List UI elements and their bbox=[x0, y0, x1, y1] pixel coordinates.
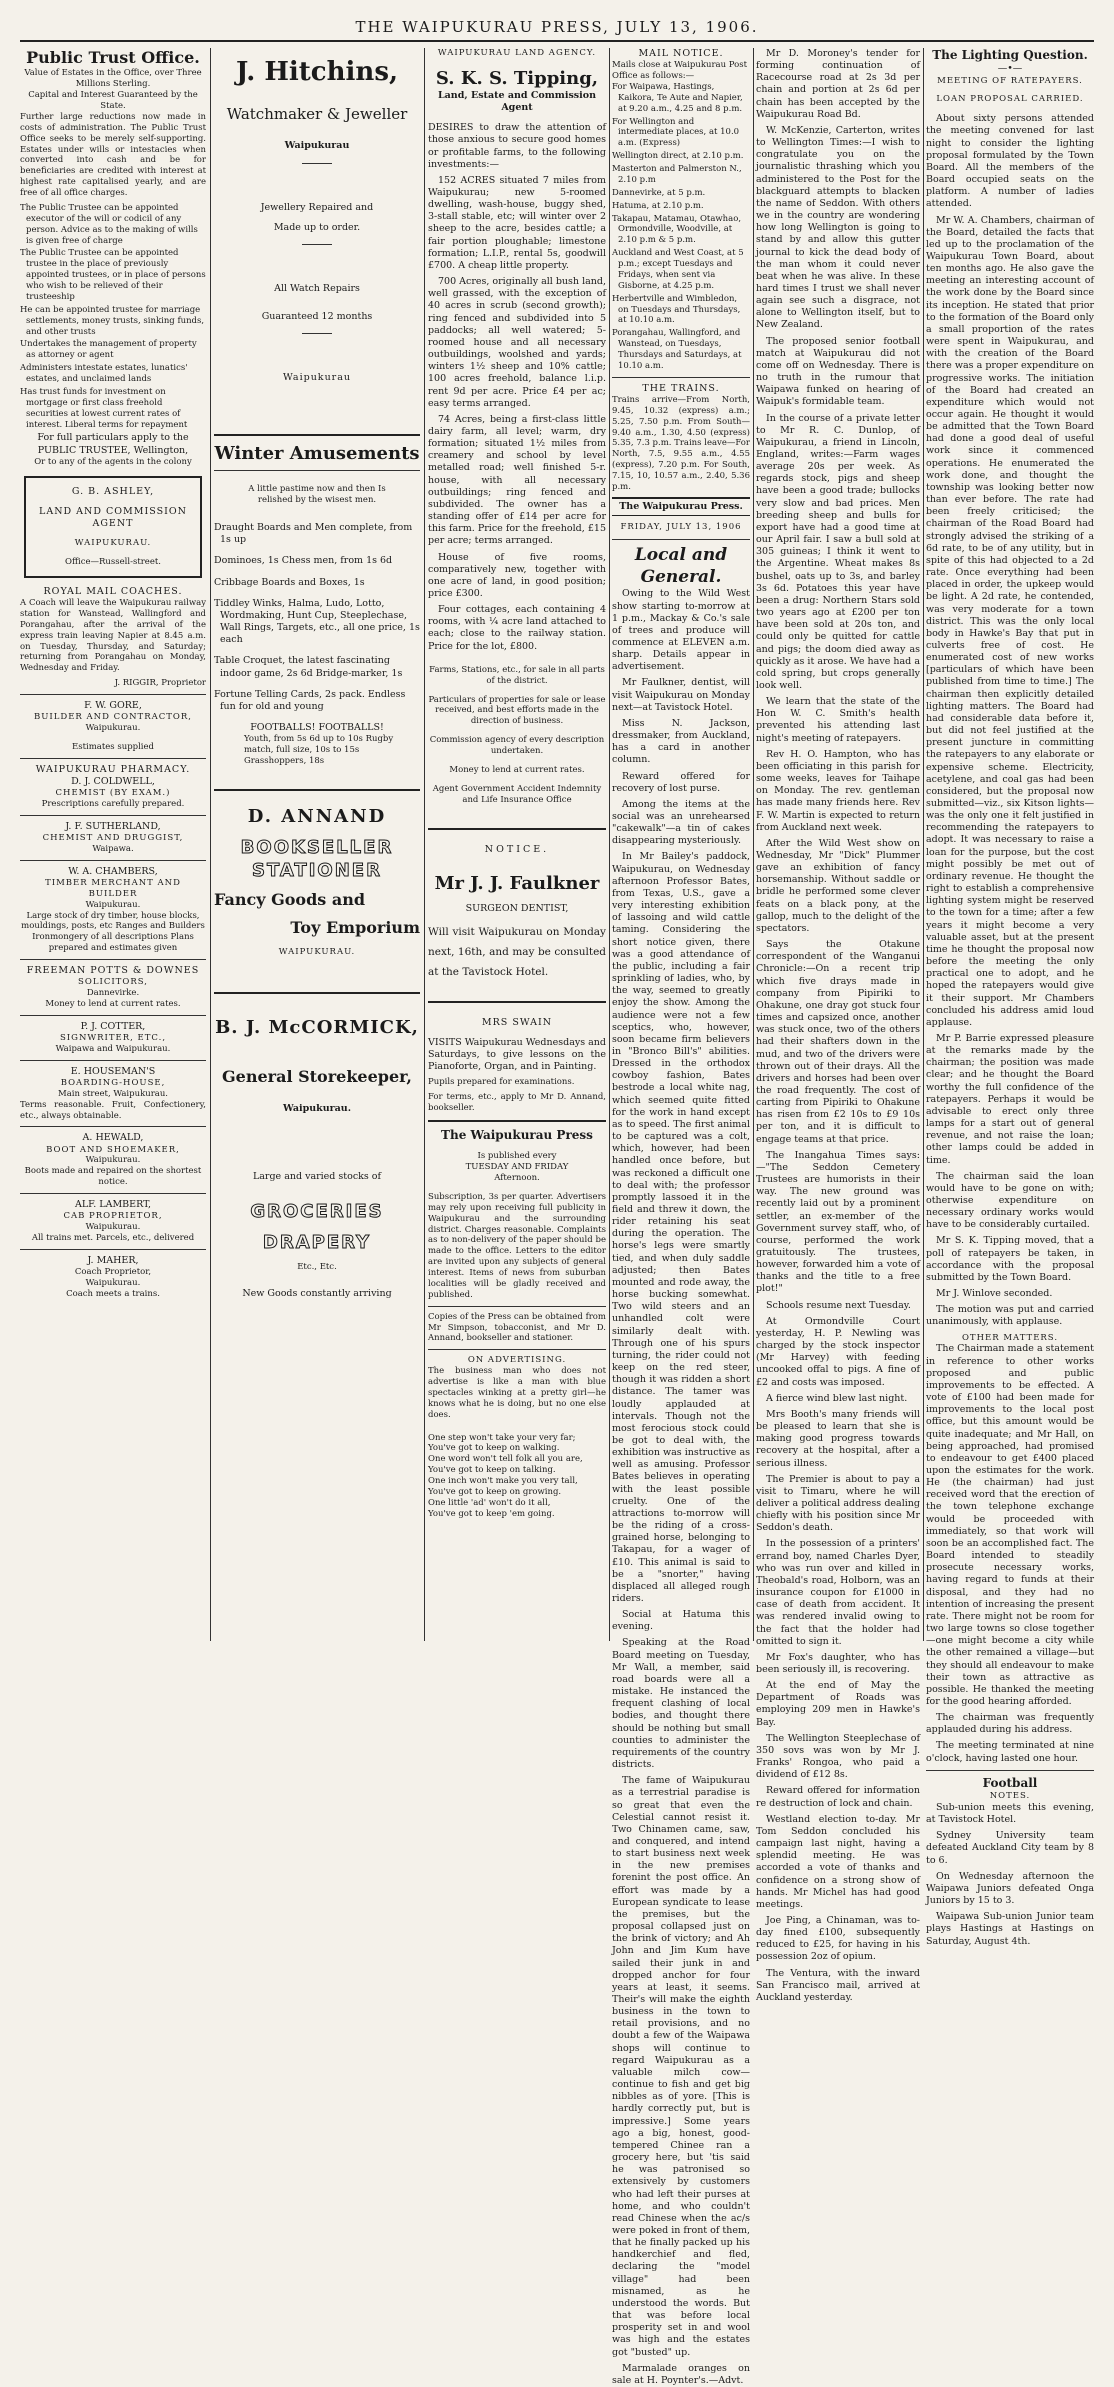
news-para: After the Wild West show on Wednesday, Mr "Dick" Plummer gave an exhibition of fancy horsemanship. Without saddle or bridle he performed some clever feats on a black pony, at the gallop, much to the delight of the spectators. bbox=[756, 837, 920, 934]
houseman-name: E. HOUSEMAN'S bbox=[70, 1065, 156, 1077]
lambert-role: CAB PROPRIETOR, bbox=[63, 1211, 163, 1222]
press-line: Afternoon. bbox=[494, 1173, 540, 1184]
winter-list bbox=[214, 522, 420, 713]
hitchins-line: Guaranteed 12 months bbox=[261, 311, 373, 323]
football-items: Youth, from 5s 6d up to 10s Rugby match, full size, 10s to 15s Grasshoppers, 18s bbox=[244, 734, 394, 766]
news-para: Rev H. O. Hampton, who has been officiating in this parish for some weeks, leaves for Taihape on Monday. The rev. gentleman has made many friends here. Rev F. W. Martin is expected to return from Auckland next week. bbox=[756, 748, 920, 833]
mccormick-role: General Storekeeper, bbox=[222, 1066, 412, 1086]
column-lighting bbox=[926, 48, 1094, 1947]
news-para: W. McKenzie, Carterton, writes to Wellington Times:—I wish to congratulate you on the journalistic thrashing which you administered to the Post for the blackguard attempts to blacken the name of Seddon. With others we in the country are wondering how long Wellington is going to stand by and allow this gutter journal to kick the dead body of the man whom it could never beat when he was alive. In these hard times I trust we shall never again see such a disgrace, not alone to Wellington itself, but to New Zealand. bbox=[756, 124, 920, 331]
property-para: 700 Acres, originally all bush land, well grassed, with the exception of 40 acres in scrub (second growth); ring fenced and subdivided into 5 paddocks; all well watered; 5-roomed house and all necessary outbuildings, woolshed and yards; winters 1½ sheep and 10% cattle; 100 acres freehold, balance l.i.p. rent 9d per acre. Price £4 per ac; easy terms arranged. bbox=[428, 276, 606, 409]
column-land-agency bbox=[428, 48, 606, 1641]
mail-list bbox=[612, 82, 750, 372]
press-title: The Waipukurau Press bbox=[441, 1127, 593, 1142]
sutherland-place: Waipawa. bbox=[92, 843, 134, 854]
news-para: The chairman was frequently applauded during his address. bbox=[926, 1712, 1094, 1736]
gore-name: F. W. GORE, bbox=[84, 700, 142, 712]
lighting-sub: MEETING OF RATEPAYERS. bbox=[937, 75, 1083, 86]
faulkner-role: SURGEON DENTIST, bbox=[465, 902, 569, 914]
poem-line: One inch won't make you very tall, bbox=[428, 1476, 578, 1487]
list-item: Dominoes, 1s Chess men, from 1s 6d bbox=[214, 555, 393, 567]
news-para: Speaking at the Road Board meeting on Tuesday, Mr Wall, a member, said road boards were all a mistake. He instanced the frequent clashing of local bodies, and thought there should be nothing but small counties to administer the requirements of the country districts. bbox=[612, 1637, 750, 1771]
news-para: At Ormondville Court yesterday, H. P. Newling was charged by the stock inspector (Mr Harvey) with feeding uncooked offal to pigs. A fine of £2 and costs was imposed. bbox=[756, 1315, 920, 1388]
hitchins-line: Jewellery Repaired and bbox=[260, 201, 374, 213]
lambert-place: Waipukurau. bbox=[85, 1222, 141, 1233]
chambers-place: Waipukurau. bbox=[85, 899, 141, 910]
news-para: The chairman said the loan would have to be gone on with; otherwise expenditure on necessary ordinary works would have to be considerably curtailed. bbox=[926, 1170, 1094, 1231]
public-trust-apply: For full particulars apply to the PUBLIC TRUSTEE, Wellington, bbox=[37, 432, 189, 456]
public-trust-list bbox=[20, 203, 206, 431]
list-item: He can be appointed trustee for marriage settlements, money trusts, sinking funds, and other trusts bbox=[20, 304, 205, 337]
lambert-name: ALF. LAMBERT, bbox=[74, 1199, 152, 1211]
swain-body: For terms, etc., apply to Mr D. Annand, bookseller. bbox=[428, 1092, 606, 1114]
mccormick-groceries: GROCERIES bbox=[250, 1200, 384, 1222]
mccormick-drapery: DRAPERY bbox=[262, 1231, 372, 1253]
paper-date: FRIDAY, JULY 13, 1906 bbox=[620, 521, 742, 532]
news-para: Mr P. Barrie expressed pleasure at the remarks made by the chairman; the position was made clear; and he thought the Board worthy the full confidence of the ratepayers. Perhaps it would be advisable to erect only three lamps for a start out of general revenue, and not raise the loan; other lamps could be added in time. bbox=[926, 1032, 1094, 1166]
list-item: Takapau, Matamau, Otawhao, Ormondville, Woodville, at 2.10 p.m & 5 p.m. bbox=[612, 213, 742, 246]
gore-note: Estimates supplied bbox=[72, 741, 154, 752]
list-item: Table Croquet, the latest fascinating indoor game, 2s 6d Bridge-marker, 1s bbox=[214, 655, 403, 679]
lighting-title: The Lighting Question. bbox=[932, 48, 1088, 62]
lighting-sub: LOAN PROPOSAL CARRIED. bbox=[936, 94, 1084, 105]
news-para: We learn that the state of the Hon W. C. Smith's health prevented his attending last night's meeting of ratepayers. bbox=[756, 696, 920, 744]
sutherland-name: J. F. SUTHERLAND, bbox=[65, 820, 161, 832]
news-para: Owing to the Wild West show starting to-morrow at 1 p.m., Mackay & Co.'s sale of trees and produce will commence at ELEVEN a.m. sharp. Details appear in advertisement. bbox=[612, 588, 750, 673]
news-para: The meeting terminated at nine o'clock, having lasted one hour. bbox=[926, 1740, 1094, 1764]
press-copies: Copies of the Press can be obtained from Mr Simpson, tobacconist, and Mr D. Annand, bookseller and stationer. bbox=[428, 1311, 606, 1344]
pharmacy-note: Prescriptions carefully prepared. bbox=[41, 799, 185, 809]
list-item: Dannevirke, at 5 p.m. bbox=[612, 187, 706, 198]
property-para: Four cottages, each containing 4 rooms, with ¼ acre land attached to each; close to the railway station. Price for the lot, £800. bbox=[428, 604, 606, 652]
pharmacy-title: WAIPUKURAU PHARMACY. bbox=[35, 763, 191, 775]
coaches-title: ROYAL MAIL COACHES. bbox=[43, 585, 183, 597]
list-item: The Public Trustee can be appointed trustee in the place of previously appointed trustees, or in place of persons who wish to be relieved of their trusteeship bbox=[20, 248, 206, 302]
maher-body: Coach meets a trains. bbox=[66, 1288, 160, 1299]
property-para: 152 ACRES situated 7 miles from Waipukurau; new 5-roomed dwelling, wash-house, buggy shed, 3-stall stable, etc; will winter over 2 sheep to the acre, besides cattle; a fair portion ploughable; limestone formation; L.I.P., rental 5s, goodwill £700. A cheap little property. bbox=[428, 174, 606, 271]
chambers-role: TIMBER MERCHANT AND BUILDER bbox=[45, 877, 181, 899]
annand-bookseller: BOOKSELLER bbox=[240, 836, 394, 858]
hitchins-place-bottom: Waipukurau bbox=[282, 372, 352, 384]
news-para: The Chairman made a statement in reference to other works proposed and public improvements to be effected. A vote of £100 had been made for improvements to the local post office, but this amount would be quite inadequate; and Mr Hall, on being approached, had promised to endeavour to get £400 placed upon the estimates for the work. He (the chairman) had just received word that the erection of the town telephone exchange would be proceeded with immediately, so that work will soon be an accomplished fact. The Board intended to steadily prosecute necessary works, having regard to funds at their disposal, and they had no intention of increasing the present rate. There might not be room for two large towns so close together—one might become a city while the other remained a village—but they should all endeavour to make their town as attractive as possible. He thanked the meeting for the good hearing afforded. bbox=[926, 1343, 1094, 1707]
ashley-place: WAIPUKURAU. bbox=[74, 538, 152, 549]
list-item: Hatuma, at 2.10 p.m. bbox=[612, 200, 704, 211]
freeman-place: Dannevirke. bbox=[86, 988, 140, 999]
news-para: The Wellington Steeplechase of 350 sovs was won by Mr J. Franks' Rongoa, who paid a dividend of £12 8s. bbox=[756, 1732, 920, 1781]
notice-title: NOTICE. bbox=[484, 843, 550, 855]
news-para: On Wednesday afternoon the Waipawa Juniors defeated Onga Juniors by 15 to 3. bbox=[926, 1870, 1094, 1907]
poem-line: You've got to keep on talking. bbox=[428, 1465, 556, 1476]
ashley-name: G. B. ASHLEY, bbox=[71, 485, 155, 497]
paper-title: The Waipukurau Press. bbox=[612, 497, 750, 516]
ornament: —•— bbox=[997, 63, 1023, 75]
news-para: Sub-union meets this evening, at Tavistock Hotel. bbox=[926, 1802, 1094, 1826]
hewald-body: Boots made and repaired on the shortest notice. bbox=[24, 1166, 202, 1188]
maher-role: Coach Proprietor, bbox=[74, 1267, 152, 1277]
column-news bbox=[756, 48, 920, 2003]
list-item: Draught Boards and Men complete, from 1s up bbox=[214, 522, 413, 546]
column-rule bbox=[210, 48, 211, 1641]
tipping-role: Land, Estate and Commission Agent bbox=[437, 89, 597, 114]
news-para: Mrs Booth's many friends will be pleased to learn that she is making good progress towards recovery at the hospital, after a serious illness. bbox=[756, 1408, 920, 1469]
sutherland-role: CHEMIST AND DRUGGIST, bbox=[42, 833, 184, 844]
news-para: Reward offered for recovery of lost purse. bbox=[612, 770, 750, 794]
mccormick-line: Large and varied stocks of bbox=[252, 1171, 382, 1183]
cotter-name: P. J. COTTER, bbox=[80, 1020, 146, 1032]
column-ads bbox=[214, 48, 420, 1641]
agency-note: Particulars of properties for sale or lease received, and best efforts made in the direction of business. bbox=[428, 694, 606, 727]
ashley-ad bbox=[24, 476, 202, 578]
column-rule bbox=[424, 48, 425, 1641]
pharmacy-name: D. J. COLDWELL, bbox=[71, 775, 155, 787]
public-trust-agents: Or to any of the agents in the colony bbox=[34, 456, 192, 467]
list-item: For Waipawa, Hastings, Kaikora, Te Aute and Napier, at 9.20 a.m., 4.25 and 8 p.m. bbox=[612, 81, 743, 114]
gore-place: Waipukurau. bbox=[85, 723, 141, 734]
press-body: Subscription, 3s per quarter. Advertisers may rely upon receiving full publicity in Waipukurau and the surrounding district. Charges reasonable. Complaints as to non-delivery of the paper should be made to the office. Letters to the editor are invited upon any subjects of general interest. Items of news from suburban localities will be gladly received and published. bbox=[428, 1191, 606, 1300]
ashley-office: Office—Russell-street. bbox=[65, 557, 161, 567]
news-para: The Premier is about to pay a visit to Timaru, where he will deliver a political address dealing chiefly with his position since Mr Seddon's death. bbox=[756, 1473, 920, 1534]
list-item: Wellington direct, at 2.10 p.m. bbox=[612, 151, 744, 162]
mccormick-name: B. J. McCORMICK, bbox=[215, 1016, 419, 1038]
winter-motto: A little pastime now and then Is relished by the wisest men. bbox=[248, 484, 386, 506]
news-para: Mr S. K. Tipping moved, that a poll of ratepayers be taken, in accordance with the proposal submitted by the Town Board. bbox=[926, 1235, 1094, 1283]
houseman-body: Terms reasonable. Fruit, Confectionery, etc., always obtainable. bbox=[20, 1099, 206, 1121]
tipping-intro: DESIRES to draw the attention of those anxious to secure good homes or profitable farms, to the following investments:— bbox=[428, 122, 606, 170]
news-para: In Mr Bailey's paddock, Waipukurau, on Wednesday afternoon Professor Bates, from Texas, U.S., gave a very interesting exhibition of lassoing and wild cattle taming. Considering the short notice given, there was a good attendance of the public, including a fair sprinkling of ladies, who, by the way, seemed to greatly enjoy the show. Among the audience were not a few sceptics, who, however, soon became firm believers in "Bronco Bill's" abilities. Dressed in the orthodox cowboy fashion, Bates bestrode a local white nag, which seemed quite fitted for the work in hand except as to speed. The first animal to be captured was a colt, which, however, had been handled once before, but was reckoned a difficult one to deal with; the professor promptly lassoed it in the field and threw it down, the rider retaining his seat during the operation. The horse's legs were smartly tied, and when duly saddle adjusted; then Bates mounted and rode away, the horse bucking somewhat. Two wild steers and an unhandled colt were similarly dealt with. Through one of his spurs turning, the rider could not keep on the red steer, though it was ridden a short distance. The tamer was loudly applauded at intervals. Though not the most ferocious stock could be got to deal with, the exhibition was instructive as well as amusing. Professor Bates believes in operating with the least possible cruelty. One of the attractions to-morrow will be the riding of a cross-grained horse, belonging to Takapau, for a wager of £10. This animal is said to be a "snorter," having displaced all alleged rough riders. bbox=[612, 851, 750, 1604]
news-para: In the possession of a printers' errand boy, named Charles Dyer, who was run over and killed in Theobald's road, Holborn, was an insurance coupon for £1000 in case of death from accident. It was rendered invalid owing to the fact that the holder had omitted to sign it. bbox=[756, 1538, 920, 1647]
agency-note: Money to lend at current rates. bbox=[449, 764, 585, 775]
football-heading: FOOTBALLS! FOOTBALLS! bbox=[250, 722, 384, 734]
poem-line: One step won't take your very far; bbox=[428, 1432, 576, 1443]
winter-title: Winter Amusements bbox=[214, 443, 420, 465]
public-trust-sub: Capital and Interest Guaranteed by the State. bbox=[28, 90, 198, 112]
poem-line: One word won't tell folk all you are, bbox=[428, 1454, 583, 1465]
agency-title: WAIPUKURAU LAND AGENCY. bbox=[437, 48, 597, 58]
public-trust-title: Public Trust Office. bbox=[26, 48, 200, 67]
hewald-name: A. HEWALD, bbox=[82, 1132, 144, 1144]
list-item: The Public Trustee can be appointed executor of the will or codicil of any person. Advice as to the making of wills is given free of charge bbox=[20, 202, 198, 246]
news-para: In the course of a private letter to Mr R. C. Dunlop, of Waipukurau, a friend in Lincoln, England, writes:—Farm wages average 20s per week. As regards stock, pigs and sheep have been a good trade; bullocks very slow and bad prices. Men breeding sheep and bulls for export have had a good time at our April fair. I saw a bull sold at 305 guineas; I think it went to the Argentine. Wheat makes 8s bushel, oats up to 3s, and barley 3s 6d. Potatoes this year have been a drug: Northern Stars sold two years ago at £200 per ton have been sold at 20s ton, and could only be quitted for cattle and pigs; the doom died away as quickly as it arose. We have had a cold spring, but crops generally look well. bbox=[756, 412, 920, 691]
news-para: The Inangahua Times says:—"The Seddon Cemetery Trustees are humorists in their way. The new ground was recently laid out by a prominent settler, an ex-member of the Government survey staff, who, of course, performed the work gratuitously. The trustees, however, forwarded him a vote of thanks and the title to a free plot!" bbox=[756, 1149, 920, 1295]
mail-intro: Mails close at Waipukurau Post Office as follows:— bbox=[612, 60, 748, 82]
column-rule bbox=[753, 48, 754, 1641]
advertising-body: The business man who does not advertise is like a man with blue spectacles winking at a pretty girl—he knows what he is doing, but no one else does. bbox=[428, 1366, 606, 1420]
news-para: Says the Otakune correspondent of the Wanganui Chronicle:—On a recent trip which five drays made in company from Pipiriki to Ohakune, one dray got stuck four times and capsized once, another was stuck once, two of the others had their shafters down in the mud, and two of the drivers were thrown out of their drays. All the drivers and horses had been over the road frequently. The cost of carting from Pipiriki to Ohakune has risen from £2 10s to £9 10s per ton, and it is difficult to engage teams at that price. bbox=[756, 939, 920, 1145]
list-item: Cribbage Boards and Boxes, 1s bbox=[214, 576, 365, 588]
hewald-role: BOOT AND SHOEMAKER, bbox=[46, 1144, 180, 1155]
column-rule bbox=[609, 48, 610, 1641]
houseman-role: BOARDING-HOUSE, bbox=[60, 1077, 166, 1088]
coaches-body: A Coach will leave the Waipukurau railway station for Wanstead, Wallingford and Porangahau, after the arrival of the express train leaving Napier at 8.45 a.m. on Tuesday, Thursday, and Saturday; returning from Porangahau on Monday, Wednesday and Friday. bbox=[20, 598, 206, 674]
cotter-place: Waipawa and Waipukurau. bbox=[55, 1043, 171, 1054]
news-para: Mr Fox's daughter, who has been seriously ill, is recovering. bbox=[756, 1651, 920, 1675]
news-para: Mr Faulkner, dentist, will visit Waipukurau on Monday next—at Tavistock Hotel. bbox=[612, 677, 750, 713]
hewald-place: Waipukurau. bbox=[85, 1155, 141, 1166]
news-para: At the end of May the Department of Roads was employing 209 men in Hawke's Bay. bbox=[756, 1680, 920, 1728]
houseman-place: Main street, Waipukurau. bbox=[57, 1088, 169, 1099]
football-title: Football bbox=[982, 1775, 1038, 1790]
swain-title: MRS SWAIN bbox=[481, 1016, 553, 1028]
cotter-role: SIGNWRITER, ETC., bbox=[59, 1033, 167, 1043]
list-item: Undertakes the management of property as attorney or agent bbox=[20, 339, 197, 361]
maher-name: J. MAHER, bbox=[87, 1254, 139, 1266]
agency-note: Farms, Stations, etc., for sale in all parts of the district. bbox=[429, 664, 605, 686]
news-para: Joe Ping, a Chinaman, was to-day fined £100, subsequently reduced to £25, for having in his possession 2oz of opium. bbox=[756, 1914, 920, 1963]
local-general-title: Local and General. bbox=[634, 544, 728, 587]
football-notes: NOTES. bbox=[989, 1791, 1031, 1802]
lambert-body: All trains met. Parcels, etc., delivered bbox=[31, 1232, 195, 1243]
list-item: Masterton and Palmerston N., 2.10 p.m bbox=[612, 164, 742, 185]
news-para: The proposed senior football match at Waipukurau did not come off on Wednesday. There is no truth in the rumour that Waipawa funked on hearing of Waipuk's formidable team. bbox=[756, 335, 920, 408]
list-item: Has trust funds for investment on mortgage or first class freehold securities at lowest current rates of interest. Liberal terms for repayment bbox=[20, 386, 188, 430]
news-para: Among the items at the social was an unrehearsed "cakewalk"—a tin of cakes disappearing mysteriously. bbox=[612, 798, 750, 847]
press-line: Is published every bbox=[477, 1151, 557, 1162]
news-para: Westland election to-day. Mr Tom Seddon concluded his campaign last night, having a splendid meeting. He was accorded a vote of thanks and confidence on a strong show of hands. Mr Michel has had good meetings. bbox=[756, 1813, 920, 1910]
annand-toy: Toy Emporium bbox=[290, 918, 420, 938]
list-item: Auckland and West Coast, at 5 p.m.; except Tuesdays and Fridays, when sent via Gisborne, at 4.25 p.m. bbox=[612, 248, 744, 291]
column-rule bbox=[923, 48, 924, 1641]
pharmacy-role: CHEMIST (BY EXAM.) bbox=[55, 788, 171, 799]
news-para: Miss N. Jackson, dressmaker, from Auckland, has a card in another column. bbox=[612, 717, 750, 766]
freeman-name: FREEMAN POTTS & DOWNES bbox=[26, 965, 200, 977]
annand-fancy: Fancy Goods and bbox=[214, 889, 366, 909]
news-para: A fierce wind blew last night. bbox=[766, 1392, 908, 1404]
advertising-title: ON ADVERTISING. bbox=[467, 1355, 567, 1366]
list-item: For Wellington and intermediate places, at 10.0 a.m. (Express) bbox=[612, 116, 740, 149]
mail-title: MAIL NOTICE. bbox=[638, 48, 724, 59]
public-trust-body: Further large reductions now made in costs of administration. The Public Trust Office seeks to be merely self-supporting. Estates under wills or intestacies when converted into cash and be for beneficiaries are credited with interest at highest rate capitalised yearly, and are free of all office charges. bbox=[20, 111, 206, 199]
chambers-body: Large stock of dry timber, house blocks, mouldings, posts, etc Ranges and Builders Ironmongery of all descriptions Plans prepared and estimates given bbox=[21, 910, 205, 954]
news-para: Mr D. Moroney's tender for forming continuation of Racecourse road at 2s 3d per chain and portion at 2s 6d per chain has been accepted by the Waipukurau Road Bd. bbox=[756, 48, 920, 120]
column-public-trust bbox=[20, 48, 206, 1641]
mccormick-place: Waipukurau. bbox=[282, 1103, 352, 1115]
mccormick-line: New Goods constantly arriving bbox=[242, 1288, 392, 1300]
poem-line: You've got to keep 'em going. bbox=[428, 1508, 555, 1519]
property-para: House of five rooms, comparatively new, together with one acre of land, in good position; price £300. bbox=[428, 551, 606, 599]
gore-role: BUILDER AND CONTRACTOR, bbox=[34, 712, 192, 723]
annand-name: D. ANNAND bbox=[247, 805, 387, 827]
tipping-name: S. K. S. Tipping, bbox=[435, 67, 599, 89]
trains-title: THE TRAINS. bbox=[642, 382, 720, 394]
faulkner-body: Will visit Waipukurau on Monday next, 16th, and may be consulted at the Tavistock Hotel. bbox=[428, 925, 606, 978]
news-para: Social at Hatuma this evening. bbox=[612, 1609, 750, 1633]
mccormick-etc: Etc., Etc. bbox=[297, 1261, 337, 1272]
news-para: Sydney University team defeated Auckland City team by 8 to 6. bbox=[926, 1830, 1094, 1866]
agency-note: Commission agency of every description undertaken. bbox=[429, 735, 605, 757]
hitchins-line: Made up to order. bbox=[273, 221, 361, 233]
press-line: TUESDAY AND FRIDAY bbox=[465, 1162, 569, 1173]
news-para: About sixty persons attended the meeting convened for last night to consider the lighting proposal formulated by the Town Board. All the members of the Board occupied seats on the platform. A number of ladies attended. bbox=[926, 113, 1094, 210]
list-item: Tiddley Winks, Halma, Ludo, Lotto, Wordmaking, Hunt Cup, Steeplechase, Wall Rings, Targets, etc., all one price, 1s each bbox=[214, 597, 420, 646]
list-item: Administers intestate estates, lunatics' estates, and unclaimed lands bbox=[20, 363, 188, 385]
news-para: Schools resume next Tuesday. bbox=[766, 1299, 911, 1311]
public-trust-sub: Value of Estates in the Office, over Three Millions Sterling. bbox=[24, 68, 202, 90]
masthead: THE WAIPUKURAU PRESS, JULY 13, 1906. bbox=[20, 18, 1094, 42]
coaches-sign: J. RIGGIR, Proprietor bbox=[114, 678, 206, 689]
news-para: The motion was put and carried unanimously, with applause. bbox=[926, 1304, 1094, 1328]
poem-line: One little 'ad' won't do it all, bbox=[428, 1497, 551, 1508]
advertising-poem bbox=[428, 1433, 606, 1520]
news-para: Mr J. Winlove seconded. bbox=[936, 1288, 1053, 1300]
poem-line: You've got to keep on walking. bbox=[428, 1443, 560, 1454]
hitchins-role: Watchmaker & Jeweller bbox=[226, 105, 408, 124]
freeman-note: Money to lend at current rates. bbox=[45, 998, 181, 1009]
news-para: Mr W. A. Chambers, chairman of the Board, detailed the facts that led up to the proclamation of the Waipukurau Town Board, about ten months ago. He also gave the meeting an interesting account of the work done by the Board since its inception. He stated that prior to the formation of the Board only a small proportion of the rates were spent in Waipukurau, and with the creation of the Board there was a proper expenditure on progressive works. The initiation of the Board had created an expenditure which would not occur again. He thought it would be admitted that the Town Board had done a good deal of useful work since it commenced operations. He enumerated the work done, and thought the township was looking better now than ever before. The rate had been freely criticised; the chairman of the Road Board had strongly advised the striking of a 6d rate, to be of any utility, but in spite of this had objected to a 2d rate. Once everything had been placed in order, the upkeep would be light. A 2d rate, he contended, was very moderate for a town district. This was the only local body in Hawke's Bay that put in culverts free of cost. He enumerated cost of new works [particulars of which have been published from time to time.] The chairman then explicitly detailed lighting matters. The Board had had considerable data before it, but did not feel justified at the present juncture in committing the ratepayers to any elaborate or expensive scheme. Electricity, acetylene, and coal gas had been considered, but the proposal now submitted—viz., six Kitson lights—was the only one it felt justified in recommending the ratepayers to adopt. It was necessary to raise a loan for the purpose, but the cost might possibly be met out of ordinary revenue. He thought the right to establish a comprehensive lighting system might be reserved to the town for a time; after a few years it might become a very valuable asset, but at the present time he thought the proposal now before the meeting the only practical one to adopt, and he hoped the ratepayers would give it their support. Mr Chambers concluded his address amid loud applause. bbox=[926, 214, 1094, 1028]
swain-body: VISITS Waipukurau Wednesdays and Saturdays, to give lessons on the Pianoforte, Organ, and in Painting. bbox=[428, 1036, 606, 1073]
freeman-role: SOLICITORS, bbox=[78, 977, 148, 988]
property-para: 74 Acres, being a first-class little dairy farm, all level; warm, dry formation; situated 1½ miles from creamery and school by level metalled road; well finished 5-r. house, with all necessary outbuildings; ring fenced and subdivided. The owner has a standing offer of £14 per acre for this farm. Price for the freehold, £15 per acre; terms arranged. bbox=[428, 413, 606, 547]
maher-place: Waipukurau. bbox=[85, 1277, 141, 1288]
chambers-name: W. A. CHAMBERS, bbox=[68, 865, 158, 877]
faulkner-name: Mr J. J. Faulkner bbox=[434, 872, 600, 894]
list-item: Porangahau, Wallingford, and Wanstead, on Tuesdays, Thursdays and Saturdays, at 10.10 a.m. bbox=[612, 328, 742, 371]
hitchins-line: All Watch Repairs bbox=[274, 282, 360, 294]
annand-stationer: STATIONER bbox=[252, 859, 382, 881]
other-matters-title: OTHER MATTERS. bbox=[961, 1332, 1059, 1343]
ashley-role: LAND AND COMMISSION AGENT bbox=[39, 505, 187, 529]
hitchins-place: Waipukurau bbox=[284, 140, 350, 152]
news-para: The Ventura, with the inward San Francisco mail, arrived at Auckland yesterday. bbox=[756, 1967, 920, 2003]
news-para: Reward offered for information re destruction of lock and chain. bbox=[756, 1785, 920, 1809]
news-para: Waipawa Sub-union Junior team plays Hastings at Hastings on Saturday, August 4th. bbox=[926, 1911, 1094, 1947]
poem-line: You've got to keep on growing. bbox=[428, 1486, 562, 1497]
agency-note: Agent Government Accident Indemnity and Life Insurance Office bbox=[432, 783, 602, 805]
news-para: Marmalade oranges on sale at H. Poynter's.—Advt. bbox=[612, 2362, 750, 2386]
list-item: Herbertville and Wimbledon, on Tuesdays and Thursdays, at 10.10 a.m. bbox=[612, 293, 741, 326]
column-mail-local bbox=[612, 48, 750, 2386]
annand-place: WAIPUKURAU. bbox=[278, 946, 356, 957]
hitchins-name: J. Hitchins, bbox=[235, 57, 399, 87]
news-para: The fame of Waipukurau as a terrestrial paradise is so great that even the Celestial cannot resist it. Two Chinamen came, saw, and conquered, and intend to start business next week in the new premises forenint the post office. An effort was made by a European syndicate to lease the premises, but the proposal collapsed just on the brink of victory; and Ah John and Jim Kum have sailed their junk in and dropped anchor for four years at least, it seems. Their's will make the eighth business in the town to retail provisions, and no doubt a few of the Waipawa shops will continue to regard Waipukurau as a valuable milch cow—continue to fish and get big nibbles as of yore. [This is hardly correctly put, but is impressive.] Some years ago a big, honest, good-tempered Chinee ran a grocery here, but 'tis said he was patronised so extensively by customers who had left their purses at home, and who couldn't read Chinese when the ac/s were poked in front of them, that he finally packed up his handkerchief and fled, declaring the "model village" had been misnamed, as he understood the words. But that was before local prosperity set in and wool was high and the estates got "busted" up. bbox=[612, 1775, 750, 2358]
swain-body: Pupils prepared for examinations. bbox=[428, 1077, 575, 1088]
list-item: Fortune Telling Cards, 2s pack. Endless fun for old and young bbox=[214, 688, 406, 712]
trains-body: Trains arrive—From North, 9.45, 10.32 (express) a.m.; 5.25, 7.50 p.m. From South—9.40 a.m., 1.30, 4.50 (express) 5.35, 7.3 p.m. Trains leave—For North, 7.5, 9.55 a.m., 4.55 (express), 7.20 p.m. For South, 7.15, 10, 10.57 a.m., 2.40, 5.36 p.m. bbox=[612, 394, 750, 492]
